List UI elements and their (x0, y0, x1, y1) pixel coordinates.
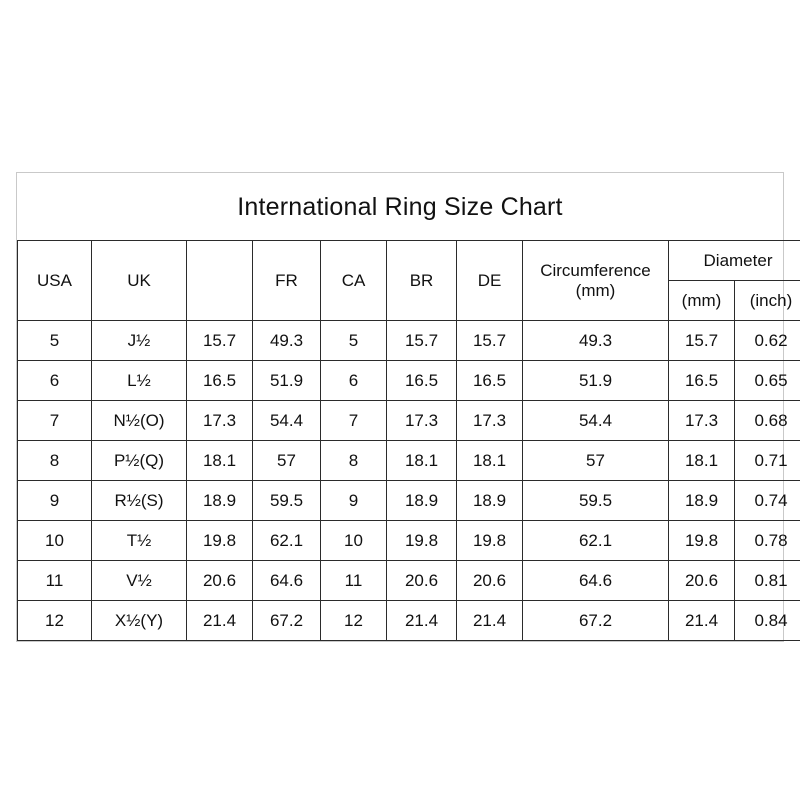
cell-usa: 5 (18, 321, 92, 361)
cell-usa: 11 (18, 561, 92, 601)
cell-uk: X½(Y) (92, 601, 187, 641)
cell-blank: 15.7 (187, 321, 253, 361)
cell-uk: J½ (92, 321, 187, 361)
cell-de: 17.3 (457, 401, 523, 441)
cell-ca: 6 (321, 361, 387, 401)
cell-usa: 6 (18, 361, 92, 401)
cell-circumference: 62.1 (523, 521, 669, 561)
circumference-label: Circumference (540, 260, 651, 280)
cell-uk: P½(Q) (92, 441, 187, 481)
cell-uk: R½(S) (92, 481, 187, 521)
column-header-diameter-inch: (inch) (735, 281, 800, 321)
cell-diameter-inch: 0.74 (735, 481, 800, 521)
cell-usa: 8 (18, 441, 92, 481)
cell-blank: 19.8 (187, 521, 253, 561)
column-header-uk: UK (92, 241, 187, 321)
table-row (18, 441, 800, 481)
cell-fr: 49.3 (253, 321, 321, 361)
column-header-br: BR (387, 241, 457, 321)
cell-blank: 20.6 (187, 561, 253, 601)
cell-diameter-mm: 17.3 (669, 401, 735, 441)
cell-ca: 5 (321, 321, 387, 361)
table-header-row-1 (18, 241, 800, 281)
cell-circumference: 64.6 (523, 561, 669, 601)
cell-ca: 9 (321, 481, 387, 521)
cell-diameter-inch: 0.84 (735, 601, 800, 641)
cell-usa: 12 (18, 601, 92, 641)
cell-ca: 8 (321, 441, 387, 481)
cell-br: 21.4 (387, 601, 457, 641)
cell-circumference: 49.3 (523, 321, 669, 361)
cell-diameter-mm: 18.9 (669, 481, 735, 521)
cell-ca: 11 (321, 561, 387, 601)
cell-ca: 7 (321, 401, 387, 441)
cell-br: 17.3 (387, 401, 457, 441)
cell-diameter-inch: 0.68 (735, 401, 800, 441)
cell-uk: L½ (92, 361, 187, 401)
cell-diameter-inch: 0.78 (735, 521, 800, 561)
cell-de: 21.4 (457, 601, 523, 641)
cell-usa: 10 (18, 521, 92, 561)
table-row (18, 521, 800, 561)
cell-circumference: 67.2 (523, 601, 669, 641)
cell-uk: N½(O) (92, 401, 187, 441)
column-header-blank (187, 241, 253, 321)
cell-fr: 59.5 (253, 481, 321, 521)
cell-circumference: 57 (523, 441, 669, 481)
cell-circumference: 54.4 (523, 401, 669, 441)
cell-blank: 18.9 (187, 481, 253, 521)
table-row (18, 481, 800, 521)
cell-de: 19.8 (457, 521, 523, 561)
cell-diameter-inch: 0.65 (735, 361, 800, 401)
cell-fr: 54.4 (253, 401, 321, 441)
circumference-unit: (mm) (575, 280, 616, 300)
cell-usa: 9 (18, 481, 92, 521)
cell-de: 18.1 (457, 441, 523, 481)
column-header-usa: USA (18, 241, 92, 321)
cell-fr: 62.1 (253, 521, 321, 561)
cell-br: 20.6 (387, 561, 457, 601)
cell-de: 20.6 (457, 561, 523, 601)
cell-diameter-inch: 0.62 (735, 321, 800, 361)
column-header-diameter-mm: (mm) (669, 281, 735, 321)
cell-ca: 10 (321, 521, 387, 561)
cell-br: 19.8 (387, 521, 457, 561)
cell-diameter-mm: 18.1 (669, 441, 735, 481)
cell-ca: 12 (321, 601, 387, 641)
cell-circumference: 51.9 (523, 361, 669, 401)
cell-diameter-mm: 21.4 (669, 601, 735, 641)
ring-size-chart-card (16, 172, 793, 642)
table-row (18, 361, 800, 401)
cell-fr: 51.9 (253, 361, 321, 401)
cell-diameter-mm: 20.6 (669, 561, 735, 601)
cell-de: 16.5 (457, 361, 523, 401)
cell-fr: 67.2 (253, 601, 321, 641)
cell-br: 18.1 (387, 441, 457, 481)
cell-de: 18.9 (457, 481, 523, 521)
cell-diameter-mm: 16.5 (669, 361, 735, 401)
cell-blank: 17.3 (187, 401, 253, 441)
ring-size-table (17, 240, 800, 641)
cell-uk: T½ (92, 521, 187, 561)
table-header (18, 241, 800, 321)
cell-fr: 64.6 (253, 561, 321, 601)
table-row (18, 601, 800, 641)
cell-de: 15.7 (457, 321, 523, 361)
table-row (18, 321, 800, 361)
table-row (18, 401, 800, 441)
table-body (18, 321, 800, 641)
cell-diameter-mm: 19.8 (669, 521, 735, 561)
column-header-fr: FR (253, 241, 321, 321)
cell-diameter-mm: 15.7 (669, 321, 735, 361)
cell-blank: 16.5 (187, 361, 253, 401)
column-header-ca: CA (321, 241, 387, 321)
cell-blank: 18.1 (187, 441, 253, 481)
column-header-circumference (523, 241, 669, 321)
table-row (18, 561, 800, 601)
cell-fr: 57 (253, 441, 321, 481)
cell-circumference: 59.5 (523, 481, 669, 521)
cell-br: 16.5 (387, 361, 457, 401)
cell-uk: V½ (92, 561, 187, 601)
page-title: International Ring Size Chart (237, 193, 563, 221)
column-header-diameter: Diameter (669, 241, 800, 281)
cell-usa: 7 (18, 401, 92, 441)
cell-diameter-inch: 0.81 (735, 561, 800, 601)
cell-blank: 21.4 (187, 601, 253, 641)
cell-diameter-inch: 0.71 (735, 441, 800, 481)
cell-br: 18.9 (387, 481, 457, 521)
column-header-de: DE (457, 241, 523, 321)
cell-br: 15.7 (387, 321, 457, 361)
